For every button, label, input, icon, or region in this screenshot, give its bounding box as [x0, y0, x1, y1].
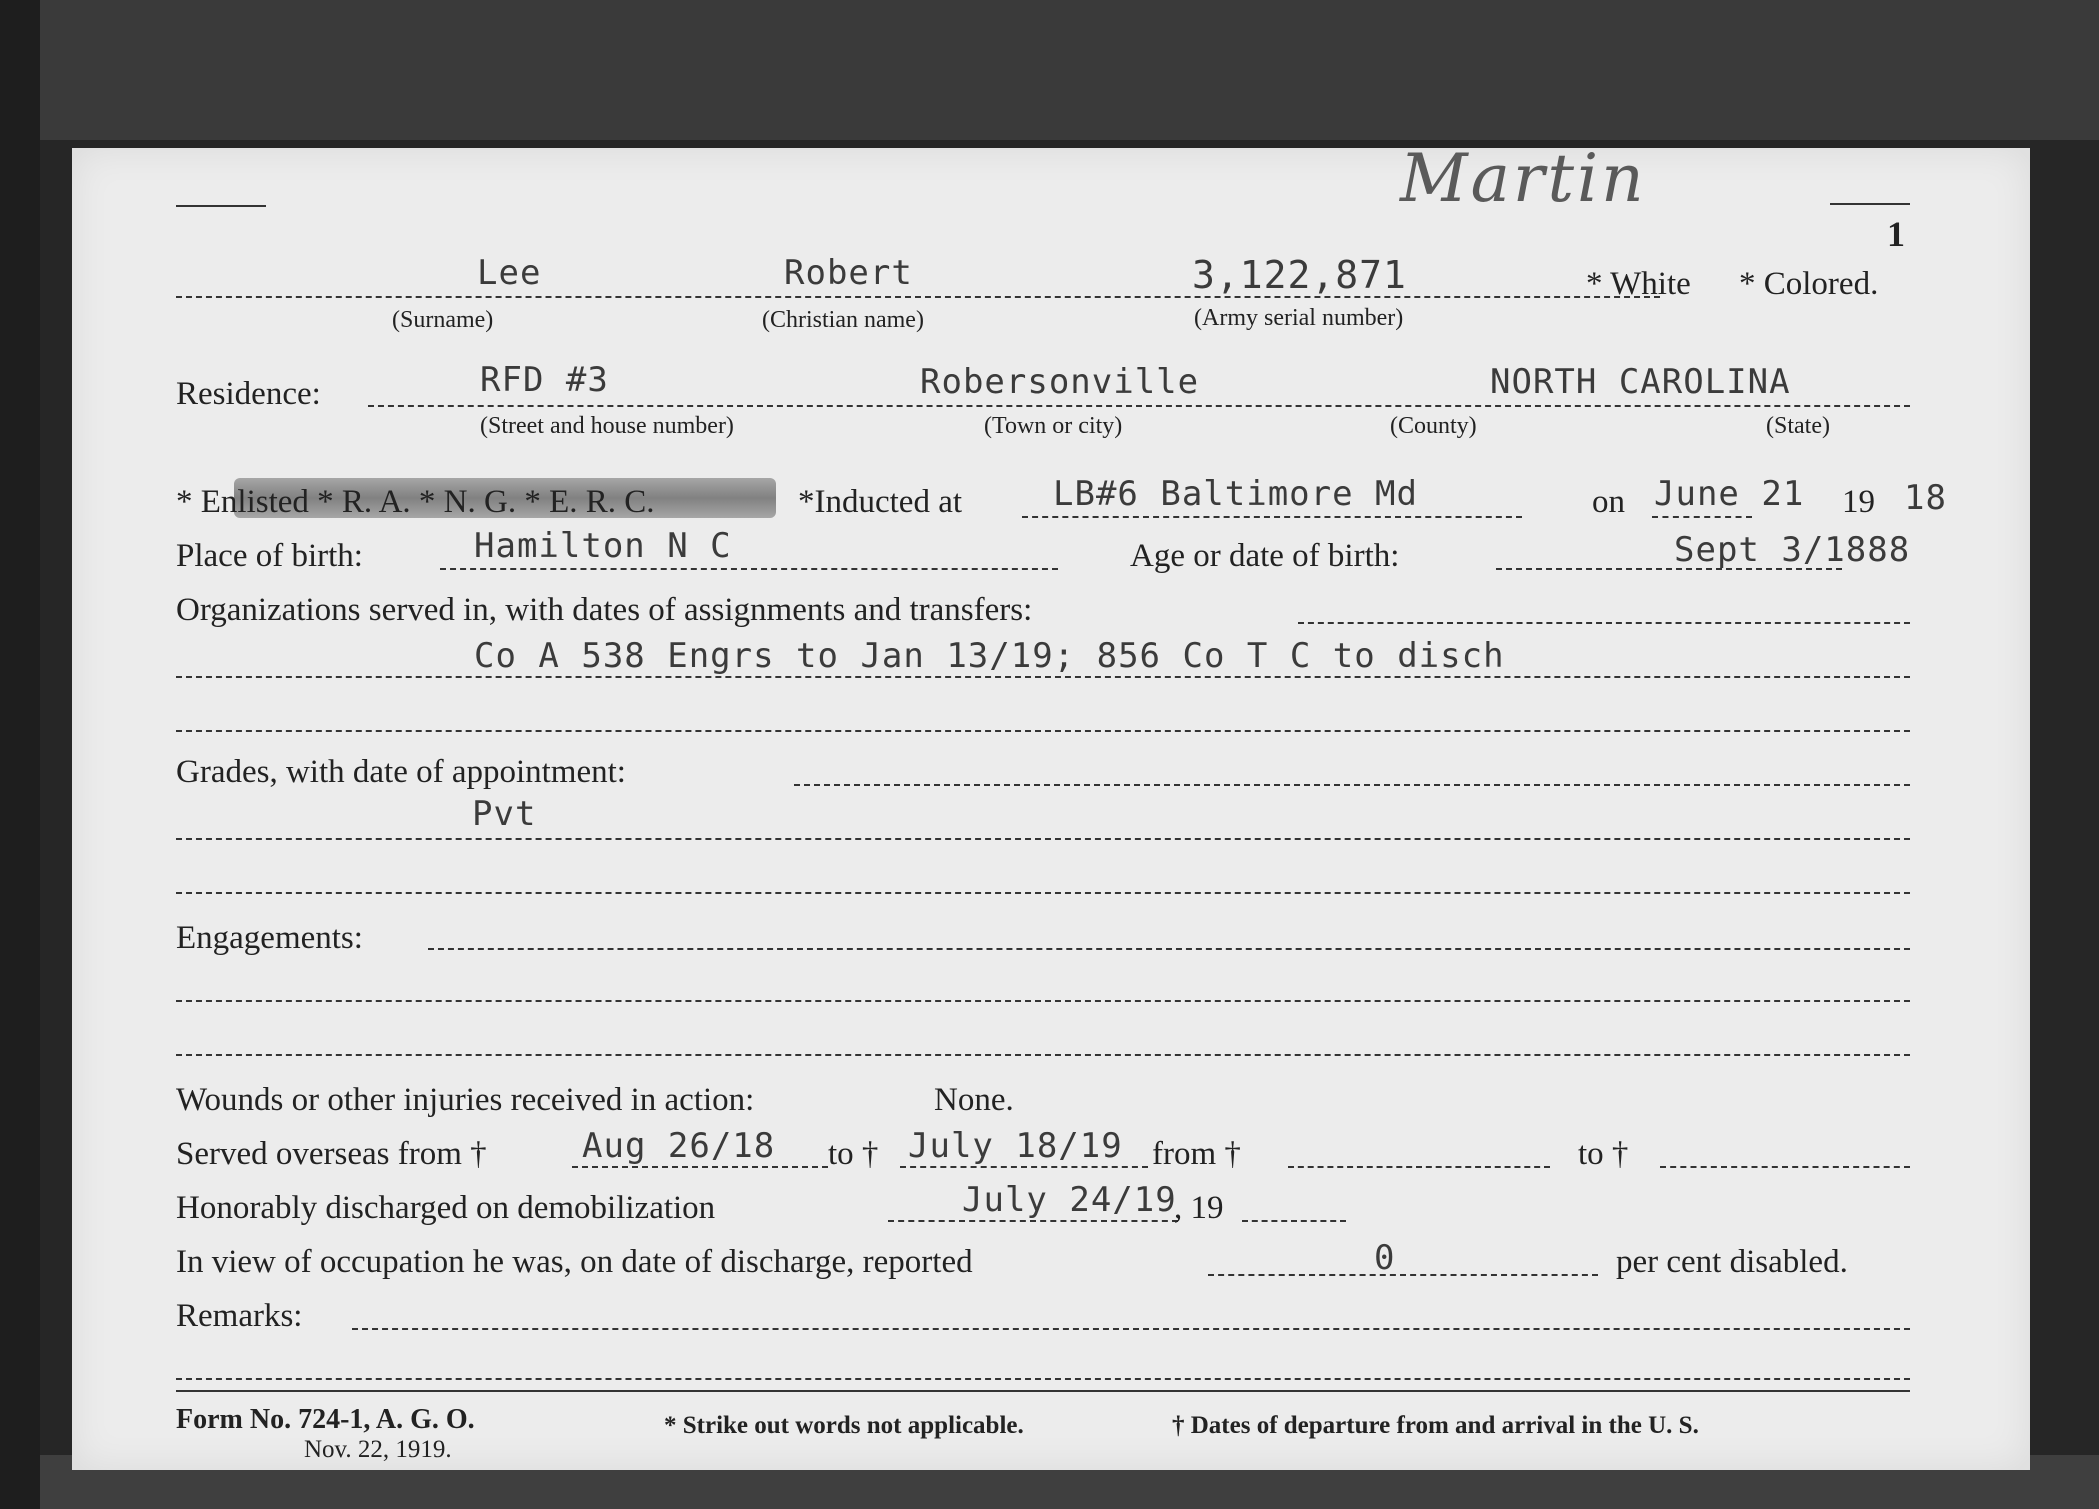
occupation-label: In view of occupation he was, on date of discharge, reported	[176, 1244, 973, 1280]
surname-value: Lee	[477, 253, 542, 293]
grade-value: Pvt	[472, 794, 537, 834]
dates-note: † Dates of departure from and arrival in the U. S.	[1172, 1412, 1699, 1439]
race-colored-label: * Colored.	[1739, 266, 1879, 302]
disabled-line	[1208, 1274, 1598, 1276]
wounds-label: Wounds or other injuries received in action:	[176, 1082, 755, 1118]
residence-street-value: RFD #3	[480, 360, 609, 400]
wounds-value: None.	[934, 1082, 1014, 1118]
engagements-label: Engagements:	[176, 920, 363, 956]
place-of-birth-line	[440, 568, 1058, 570]
grades-line-3	[176, 892, 1910, 894]
grades-line-1	[794, 784, 1910, 786]
serial-number-value: 3,122,871	[1192, 253, 1407, 297]
overseas-to2-label: to †	[1578, 1136, 1629, 1172]
inducted-date-value: June 21	[1654, 474, 1805, 514]
overseas-to2-line	[1660, 1166, 1910, 1168]
organizations-value: Co A 538 Engrs to Jan 13/19; 856 Co T C to disch	[474, 636, 1505, 676]
engagements-line-1	[428, 948, 1910, 950]
served-overseas-label: Served overseas from †	[176, 1136, 487, 1172]
discharged-date-value: July 24/19	[962, 1180, 1177, 1220]
place-of-birth-value: Hamilton N C	[474, 526, 732, 566]
date-of-birth-value: Sept 3/1888	[1674, 530, 1911, 570]
grades-label: Grades, with date of appointment:	[176, 754, 626, 790]
organizations-label: Organizations served in, with dates of assignments and transfers:	[176, 592, 1033, 628]
on-label: on	[1592, 484, 1625, 520]
discharged-label: Honorably discharged on demobilization	[176, 1190, 716, 1226]
disabled-percent-value: 0	[1374, 1238, 1396, 1278]
place-of-birth-label: Place of birth:	[176, 538, 363, 574]
inducted-at-label: *Inducted at	[798, 484, 963, 520]
strike-out-note: * Strike out words not applicable.	[664, 1412, 1024, 1439]
residence-town-value: Robersonville	[920, 362, 1200, 402]
corner-rule-right	[1830, 203, 1910, 205]
inducted-year-value: 18	[1904, 478, 1947, 518]
surname-label: (Surname)	[392, 307, 494, 333]
organizations-line-2	[176, 676, 1910, 678]
residence-state-value: NORTH CAROLINA	[1490, 362, 1791, 402]
age-label: Age or date of birth:	[1130, 538, 1400, 574]
scan-left-edge	[0, 0, 40, 1509]
inducted-date-line	[1652, 516, 1752, 518]
remarks-line-1	[352, 1328, 1910, 1330]
town-label: (Town or city)	[984, 413, 1123, 439]
footer-rule	[176, 1390, 1910, 1392]
state-label: (State)	[1766, 413, 1830, 439]
grades-line-2	[176, 838, 1910, 840]
serial-number-label: (Army serial number)	[1194, 305, 1404, 331]
overseas-to-label: to †	[828, 1136, 879, 1172]
remarks-label: Remarks:	[176, 1298, 303, 1334]
form-number: Form No. 724-1, A. G. O.	[176, 1404, 475, 1435]
percent-disabled-label: per cent disabled.	[1616, 1244, 1848, 1280]
overseas-from-line	[572, 1166, 828, 1168]
remarks-line-2	[176, 1378, 1910, 1380]
overseas-from-value: Aug 26/18	[582, 1126, 776, 1166]
form-date: Nov. 22, 1919.	[304, 1436, 452, 1463]
county-label: (County)	[1390, 413, 1477, 439]
organizations-line-3	[176, 730, 1910, 732]
service-record-card	[72, 140, 2030, 1470]
discharged-year-label: , 19	[1174, 1190, 1224, 1226]
overseas-from2-label: from †	[1152, 1136, 1241, 1172]
scan-background-top	[40, 0, 2099, 140]
handwritten-county: Martin	[1400, 140, 1647, 217]
christian-name-label: (Christian name)	[762, 307, 924, 333]
discharged-line	[888, 1220, 1178, 1222]
organizations-line-1	[1298, 622, 1910, 624]
enlisted-label: * Enlisted * R. A. * N. G. * E. R. C.	[176, 484, 655, 520]
christian-name-value: Robert	[784, 253, 913, 293]
engagements-line-3	[176, 1054, 1910, 1056]
corner-rule-left	[176, 205, 266, 207]
card-number: 1	[1887, 214, 1905, 254]
overseas-to-value: July 18/19	[908, 1126, 1123, 1166]
residence-line	[368, 405, 1910, 407]
engagements-line-2	[176, 1000, 1910, 1002]
race-white-label: * White	[1586, 266, 1691, 302]
residence-label: Residence:	[176, 376, 321, 412]
overseas-to-line	[900, 1166, 1148, 1168]
discharged-year-line	[1242, 1220, 1346, 1222]
street-label: (Street and house number)	[480, 413, 734, 439]
name-line	[176, 296, 1660, 298]
overseas-from2-line	[1288, 1166, 1550, 1168]
year-prefix-label: 19	[1842, 484, 1875, 520]
inducted-at-line	[1022, 516, 1522, 518]
inducted-at-value: LB#6 Baltimore Md	[1053, 474, 1418, 514]
